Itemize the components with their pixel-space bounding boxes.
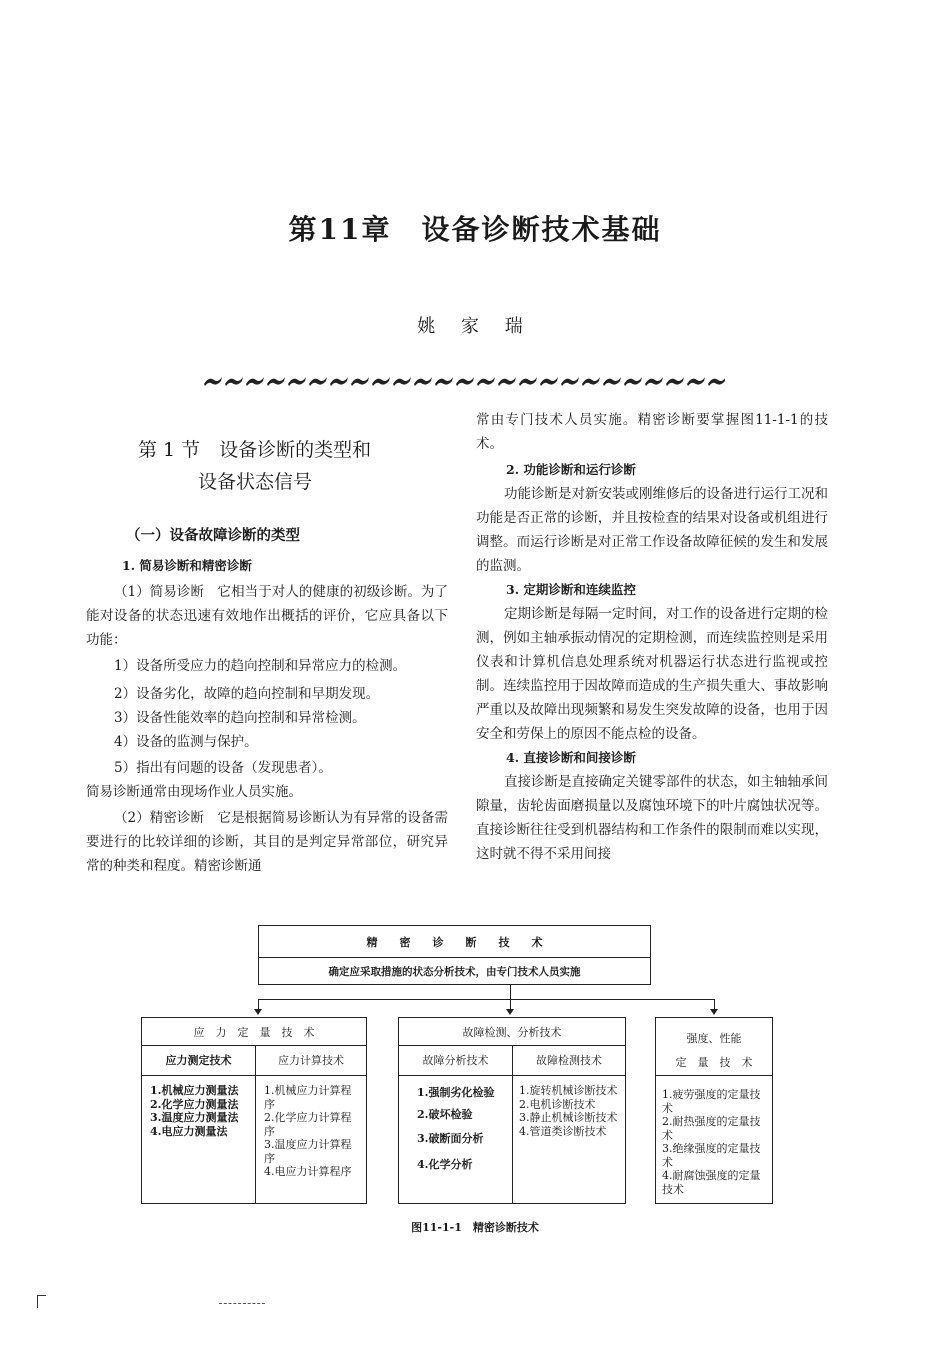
list-item-1: 1）设备所受应力的趋向控制和异常应力的检测。 xyxy=(114,658,407,674)
fig-box3-item: 3.绝缘强度的定量技术 xyxy=(662,1142,761,1169)
heading-4: 4. 直接诊断和间接诊断 xyxy=(506,750,636,765)
fig-box1-col1: 应力测定技术 xyxy=(165,1054,232,1067)
fig-box1-col2: 应力计算技术 xyxy=(278,1054,344,1067)
fig-box2-c1-item: 1.强制劣化检验 xyxy=(417,1086,495,1099)
paragraph-2: 简易诊断通常由现场作业人员实施。 xyxy=(86,784,302,800)
heading-1: 1. 简易诊断和精密诊断 xyxy=(122,558,252,573)
list-item-3: 3）设备性能效率的趋向控制和异常检测。 xyxy=(114,710,366,726)
list-item-5: 5）指出有问题的设备（发现患者）。 xyxy=(114,760,332,776)
paragraph-r0: 常由专门技术人员实施。精密诊断要掌握图11-1-1的技术。 xyxy=(476,412,828,452)
fig-box3-title2: 定 量 技 术 xyxy=(675,1056,753,1069)
fig-top-sub: 确定应采取措施的状态分析技术，由专门技术人员实施 xyxy=(328,966,581,978)
fig-box1-c1-item: 4.电应力测量法 xyxy=(150,1124,228,1138)
fig-box2-c1-item: 4.化学分析 xyxy=(417,1158,473,1171)
fig-box1-c2-item: 2.化学应力计算程序 xyxy=(264,1111,352,1138)
fig-box1-c1-item: 3.温度应力测量法 xyxy=(150,1111,239,1124)
fig-box3-title1: 强度、性能 xyxy=(686,1032,742,1045)
fig-box2-c1-item: 3.破断面分析 xyxy=(417,1132,484,1145)
paragraph-r2: 定期诊断是每隔一定时间，对工作的设备进行定期的检测，例如主轴承振动情况的定期检测，而连续监控则是采用仪表和计算机信息处理系统对机器运行状态进行监视或控制。连续监控用于因故障而造成的生产损失重大、事故影响严重以及故障出现频繁和易发生突发故障的设备，也用于因安全和劳保上的原因不能点检的设备。 xyxy=(476,606,828,742)
list-item-4: 4）设备的监测与保护。 xyxy=(114,734,258,750)
heading-2: 2. 功能诊断和运行诊断 xyxy=(506,462,636,477)
fig-box3-item: 2.耐热强度的定量技术 xyxy=(662,1115,761,1142)
fig-box3-item: 1.疲劳强度的定量技术 xyxy=(662,1088,761,1115)
fig-box2-col2: 故障检测技术 xyxy=(536,1054,602,1067)
crop-mark xyxy=(37,1295,46,1308)
fig-box1-c2-item: 1.机械应力计算程序 xyxy=(264,1084,352,1111)
fig-box2-col1-items xyxy=(417,1086,507,1172)
fig-top-box xyxy=(258,925,651,985)
chapter-title: 第11章 设备诊断技术基础 xyxy=(288,213,662,246)
fig-box1-c1-item: 2.化学应力测量法 xyxy=(150,1097,239,1111)
fig-box-fault xyxy=(398,1017,626,1204)
fig-box3-items xyxy=(662,1088,768,1196)
fig-box2-title: 故障检测、分析技术 xyxy=(462,1026,562,1039)
heading-3: 3. 定期诊断和连续监控 xyxy=(506,582,636,597)
fig-box1-col2-items xyxy=(264,1084,362,1179)
fig-box2-col2-items xyxy=(519,1084,619,1138)
fig-box1-title: 应 力 定 量 技 术 xyxy=(193,1026,315,1039)
fig-box1-c2-item: 4.电应力计算程序 xyxy=(264,1165,352,1178)
fig-box2-c2-item: 2.电机诊断技术 xyxy=(519,1097,596,1111)
fig-box2-col1: 故障分析技术 xyxy=(422,1054,489,1067)
paragraph-3: （2）精密诊断 它是根据简易诊断认为有异常的设备需要进行的比较详细的诊断，其目的是判定异常部位，研究异常的种类和程度。精密诊断通 xyxy=(86,810,448,874)
paragraph-r3: 直接诊断是直接确定关键零部件的状态，如主轴轴承间隙量，齿轮齿面磨损量以及腐蚀环境下的叶片腐蚀状况等。直接诊断往往受到机器结构和工作条件的限制而难以实现，这时就不得不采用间接 xyxy=(476,774,828,862)
fig-box2-c2-item: 1.旋转机械诊断技术 xyxy=(519,1084,618,1097)
author: 姚 家 瑞 xyxy=(417,316,533,337)
section-title-line2: 设备状态信号 xyxy=(198,471,313,493)
paragraph-1: （1）简易诊断 它相当于对人的健康的初级诊断。为了能对设备的状态迅速有效地作出概括的评价，它应具备以下功能： xyxy=(86,584,448,648)
fig-box1-c2-item: 3.温度应力计算程序 xyxy=(264,1138,352,1165)
figure-caption: 图11-1-1 精密诊断技术 xyxy=(411,1221,539,1234)
fig-box2-c2-item: 4.管道类诊断技术 xyxy=(519,1124,607,1138)
fig-box3-item: 4.耐腐蚀强度的定量技术 xyxy=(662,1169,761,1196)
fig-box2-c1-item: 2.破坏检验 xyxy=(417,1108,473,1121)
fig-box-strength xyxy=(655,1017,773,1204)
list-item-2: 2）设备劣化，故障的趋向控制和早期发现。 xyxy=(114,686,380,702)
fig-top-title: 精 密 诊 断 技 术 xyxy=(366,936,543,949)
section-title-line1: 第 1 节 设备诊断的类型和 xyxy=(138,439,372,461)
paragraph-r1: 功能诊断是对新安装或刚维修后的设备进行运行工况和功能是否正常的诊断，并且按检查的结果对设备或机组进行调整。而运行诊断是对正常工作设备故障征候的发生和发展的监测。 xyxy=(476,486,828,574)
fig-box2-c2-item: 3.静止机械诊断技术 xyxy=(519,1111,618,1124)
scan-artifact xyxy=(219,1303,265,1305)
fig-box-stress xyxy=(141,1017,367,1204)
subsection-heading: （一）设备故障诊断的类型 xyxy=(126,527,300,544)
fig-box1-col1-items xyxy=(150,1084,250,1138)
fig-box1-c1-item: 1.机械应力测量法 xyxy=(150,1084,239,1097)
